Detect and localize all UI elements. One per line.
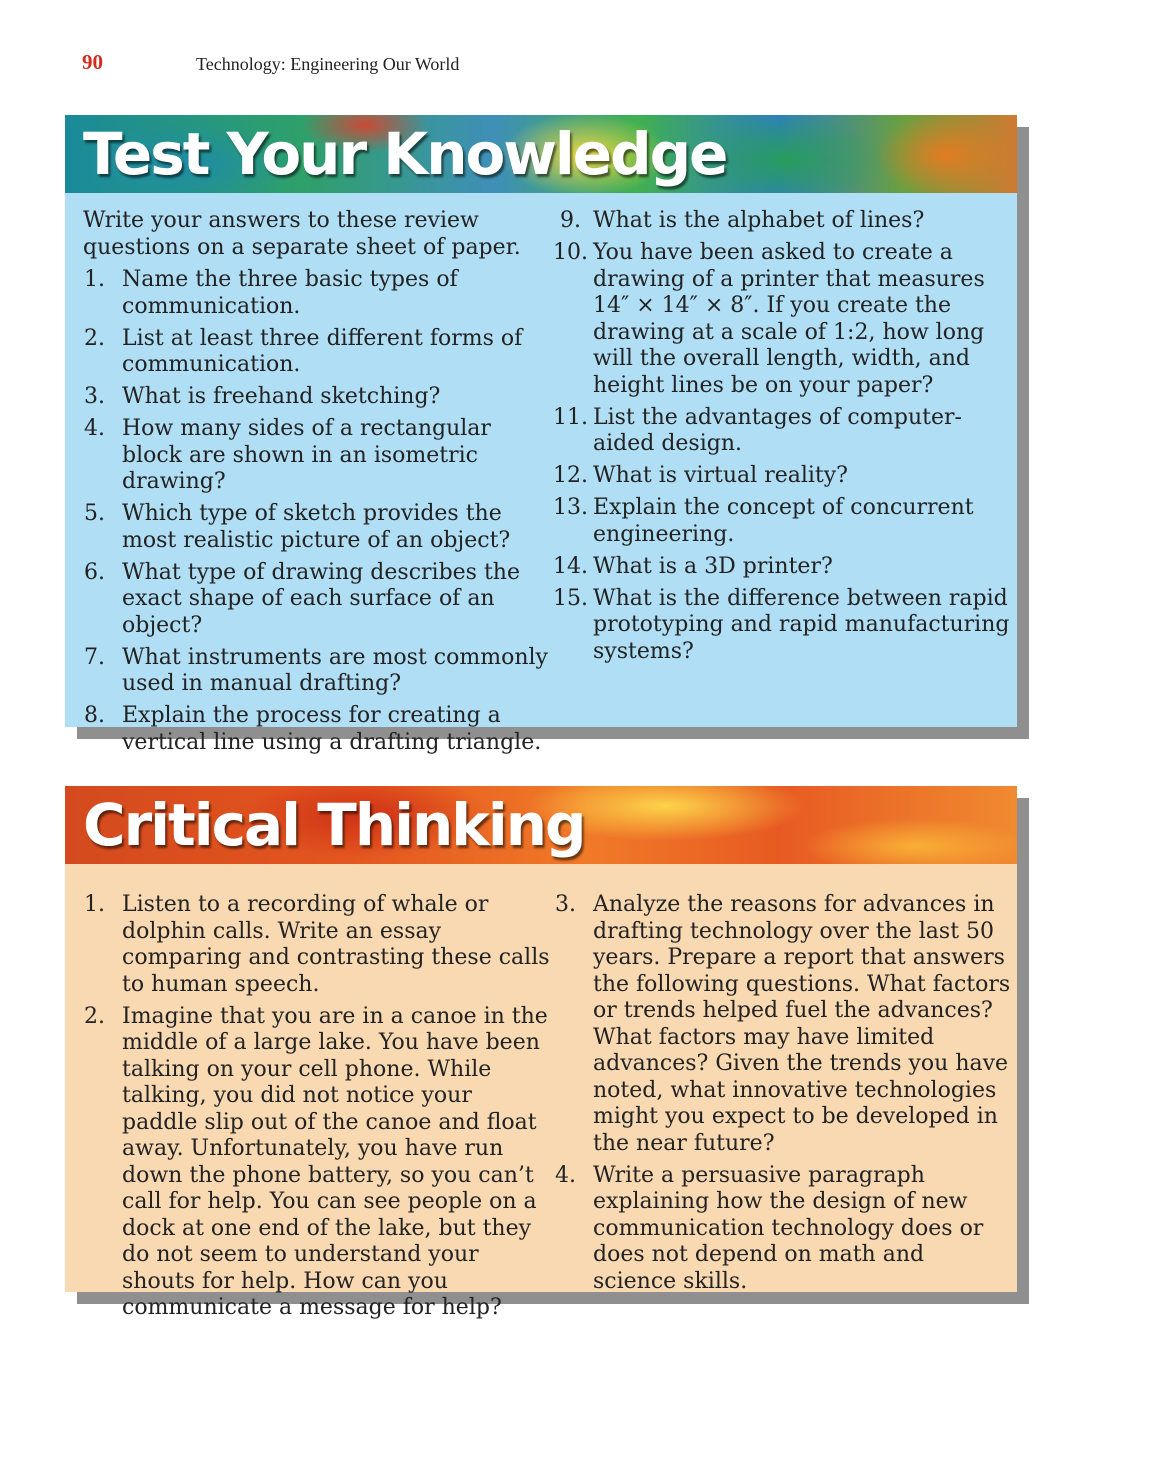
question-item — [83, 645, 553, 698]
question-text: What is a 3D printer? — [593, 553, 833, 579]
question-text: What type of drawing describes the exact shape of each surface of an object? — [122, 559, 520, 638]
question-item — [553, 495, 1013, 548]
question-text: What is freehand sketching? — [122, 384, 441, 409]
question-number: 15. — [553, 585, 588, 611]
question-item — [553, 586, 1013, 666]
question-item — [83, 501, 553, 554]
question-item — [83, 267, 553, 320]
question-text: Explain the process for creating a vertical line using a drafting triangle. — [122, 703, 542, 755]
question-number: 10. — [553, 240, 588, 265]
question-list — [83, 267, 553, 756]
question-number: 5. — [84, 501, 105, 526]
question-item — [553, 240, 1013, 399]
question-text: Which type of sketch provides the most realistic picture of an object? — [122, 501, 511, 553]
question-item — [553, 208, 1013, 235]
question-number: 11. — [553, 404, 588, 430]
question-item — [553, 405, 1013, 458]
question-text: You have been asked to create a drawing of a printer that measures 14″ × 14″ × 8″. If you create the drawing at a scale of 1:2, how long will the overall length, width, and height lines be on your paper? — [593, 240, 985, 398]
critical-thinking-box — [65, 786, 1017, 1320]
running-head: Technology: Engineering Our World — [196, 54, 460, 74]
question-number: 4. — [555, 1162, 576, 1188]
question-text: Imagine that you are in a canoe in the middle of a large lake. You have been talking on your cell phone. While talking, you did not notice your paddle slip out of the canoe and float away. Unfortunately, you have run down the phone battery, so you can’t call for help. You can see people on a dock at one end of the lake, but they do not seem to understand your shouts for help. How can you communicate a message for help? — [122, 1003, 548, 1320]
question-number: 6. — [84, 559, 105, 585]
section-title: Test Your Knowledge — [83, 120, 727, 188]
question-number: 2. — [84, 325, 105, 351]
right-column — [553, 892, 1013, 1301]
question-number: 3. — [84, 384, 105, 409]
question-text: List at least three different forms of communication. — [122, 325, 523, 377]
left-column — [83, 208, 553, 762]
question-text: Analyze the reasons for advances in drafting technology over the last 50 years. Prepare a report that answers the following questions. What factors or trends helped fuel the advances? What factors may have limited advances? Given the trends you have noted, what innovative technologies might you expect to be developed in the near future? — [593, 892, 1011, 1156]
question-item — [83, 560, 553, 640]
question-text: What instruments are most commonly used in manual drafting? — [122, 644, 548, 696]
question-number: 8. — [84, 703, 105, 728]
question-list — [83, 892, 553, 1322]
question-number: 1. — [84, 267, 105, 292]
question-text: What is the alphabet of lines? — [593, 208, 925, 233]
question-item — [83, 1004, 553, 1322]
critical-thinking-banner — [65, 786, 1017, 864]
question-item — [553, 892, 1013, 1157]
question-text: Listen to a recording of whale or dolphin calls. Write an essay comparing and contrasting these calls to human speech. — [122, 892, 550, 997]
question-item — [83, 703, 553, 756]
question-number: 7. — [84, 644, 105, 670]
question-item — [83, 892, 553, 998]
question-text: Write a persuasive paragraph explaining how the design of new communication technology does or does not depend on math and science skills. — [593, 1162, 984, 1294]
question-number: 3. — [555, 892, 576, 917]
question-text: Explain the concept of concurrent engineering. — [593, 495, 974, 547]
question-number: 13. — [553, 495, 588, 520]
test-your-knowledge-box — [65, 115, 1017, 755]
question-text: Name the three basic types of communication. — [122, 267, 458, 319]
question-number: 14. — [553, 553, 588, 579]
question-item — [83, 384, 553, 411]
question-number: 2. — [84, 1003, 105, 1029]
question-number: 12. — [553, 463, 588, 488]
question-item — [553, 554, 1013, 581]
question-number: 1. — [84, 892, 105, 917]
question-number: 4. — [84, 416, 105, 441]
question-text: List the advantages of computer-aided design. — [593, 404, 962, 456]
question-item — [83, 326, 553, 379]
question-list — [553, 208, 1013, 665]
question-list — [553, 892, 1013, 1295]
question-text: What is virtual reality? — [593, 463, 848, 488]
question-text: How many sides of a rectangular block are shown in an isometric drawing? — [122, 416, 491, 494]
left-column — [83, 892, 553, 1327]
test-your-knowledge-banner — [65, 115, 1017, 193]
question-item — [553, 1163, 1013, 1296]
question-number: 9. — [560, 208, 581, 233]
question-text: What is the difference between rapid prototyping and rapid manufacturing systems? — [593, 585, 1010, 664]
question-item — [83, 416, 553, 496]
section-title: Critical Thinking — [83, 791, 585, 859]
right-column — [553, 208, 1013, 671]
page-number: 90 — [82, 50, 103, 74]
instructions: Write your answers to these review questions on a separate sheet of paper. — [83, 208, 521, 260]
question-item — [553, 463, 1013, 490]
